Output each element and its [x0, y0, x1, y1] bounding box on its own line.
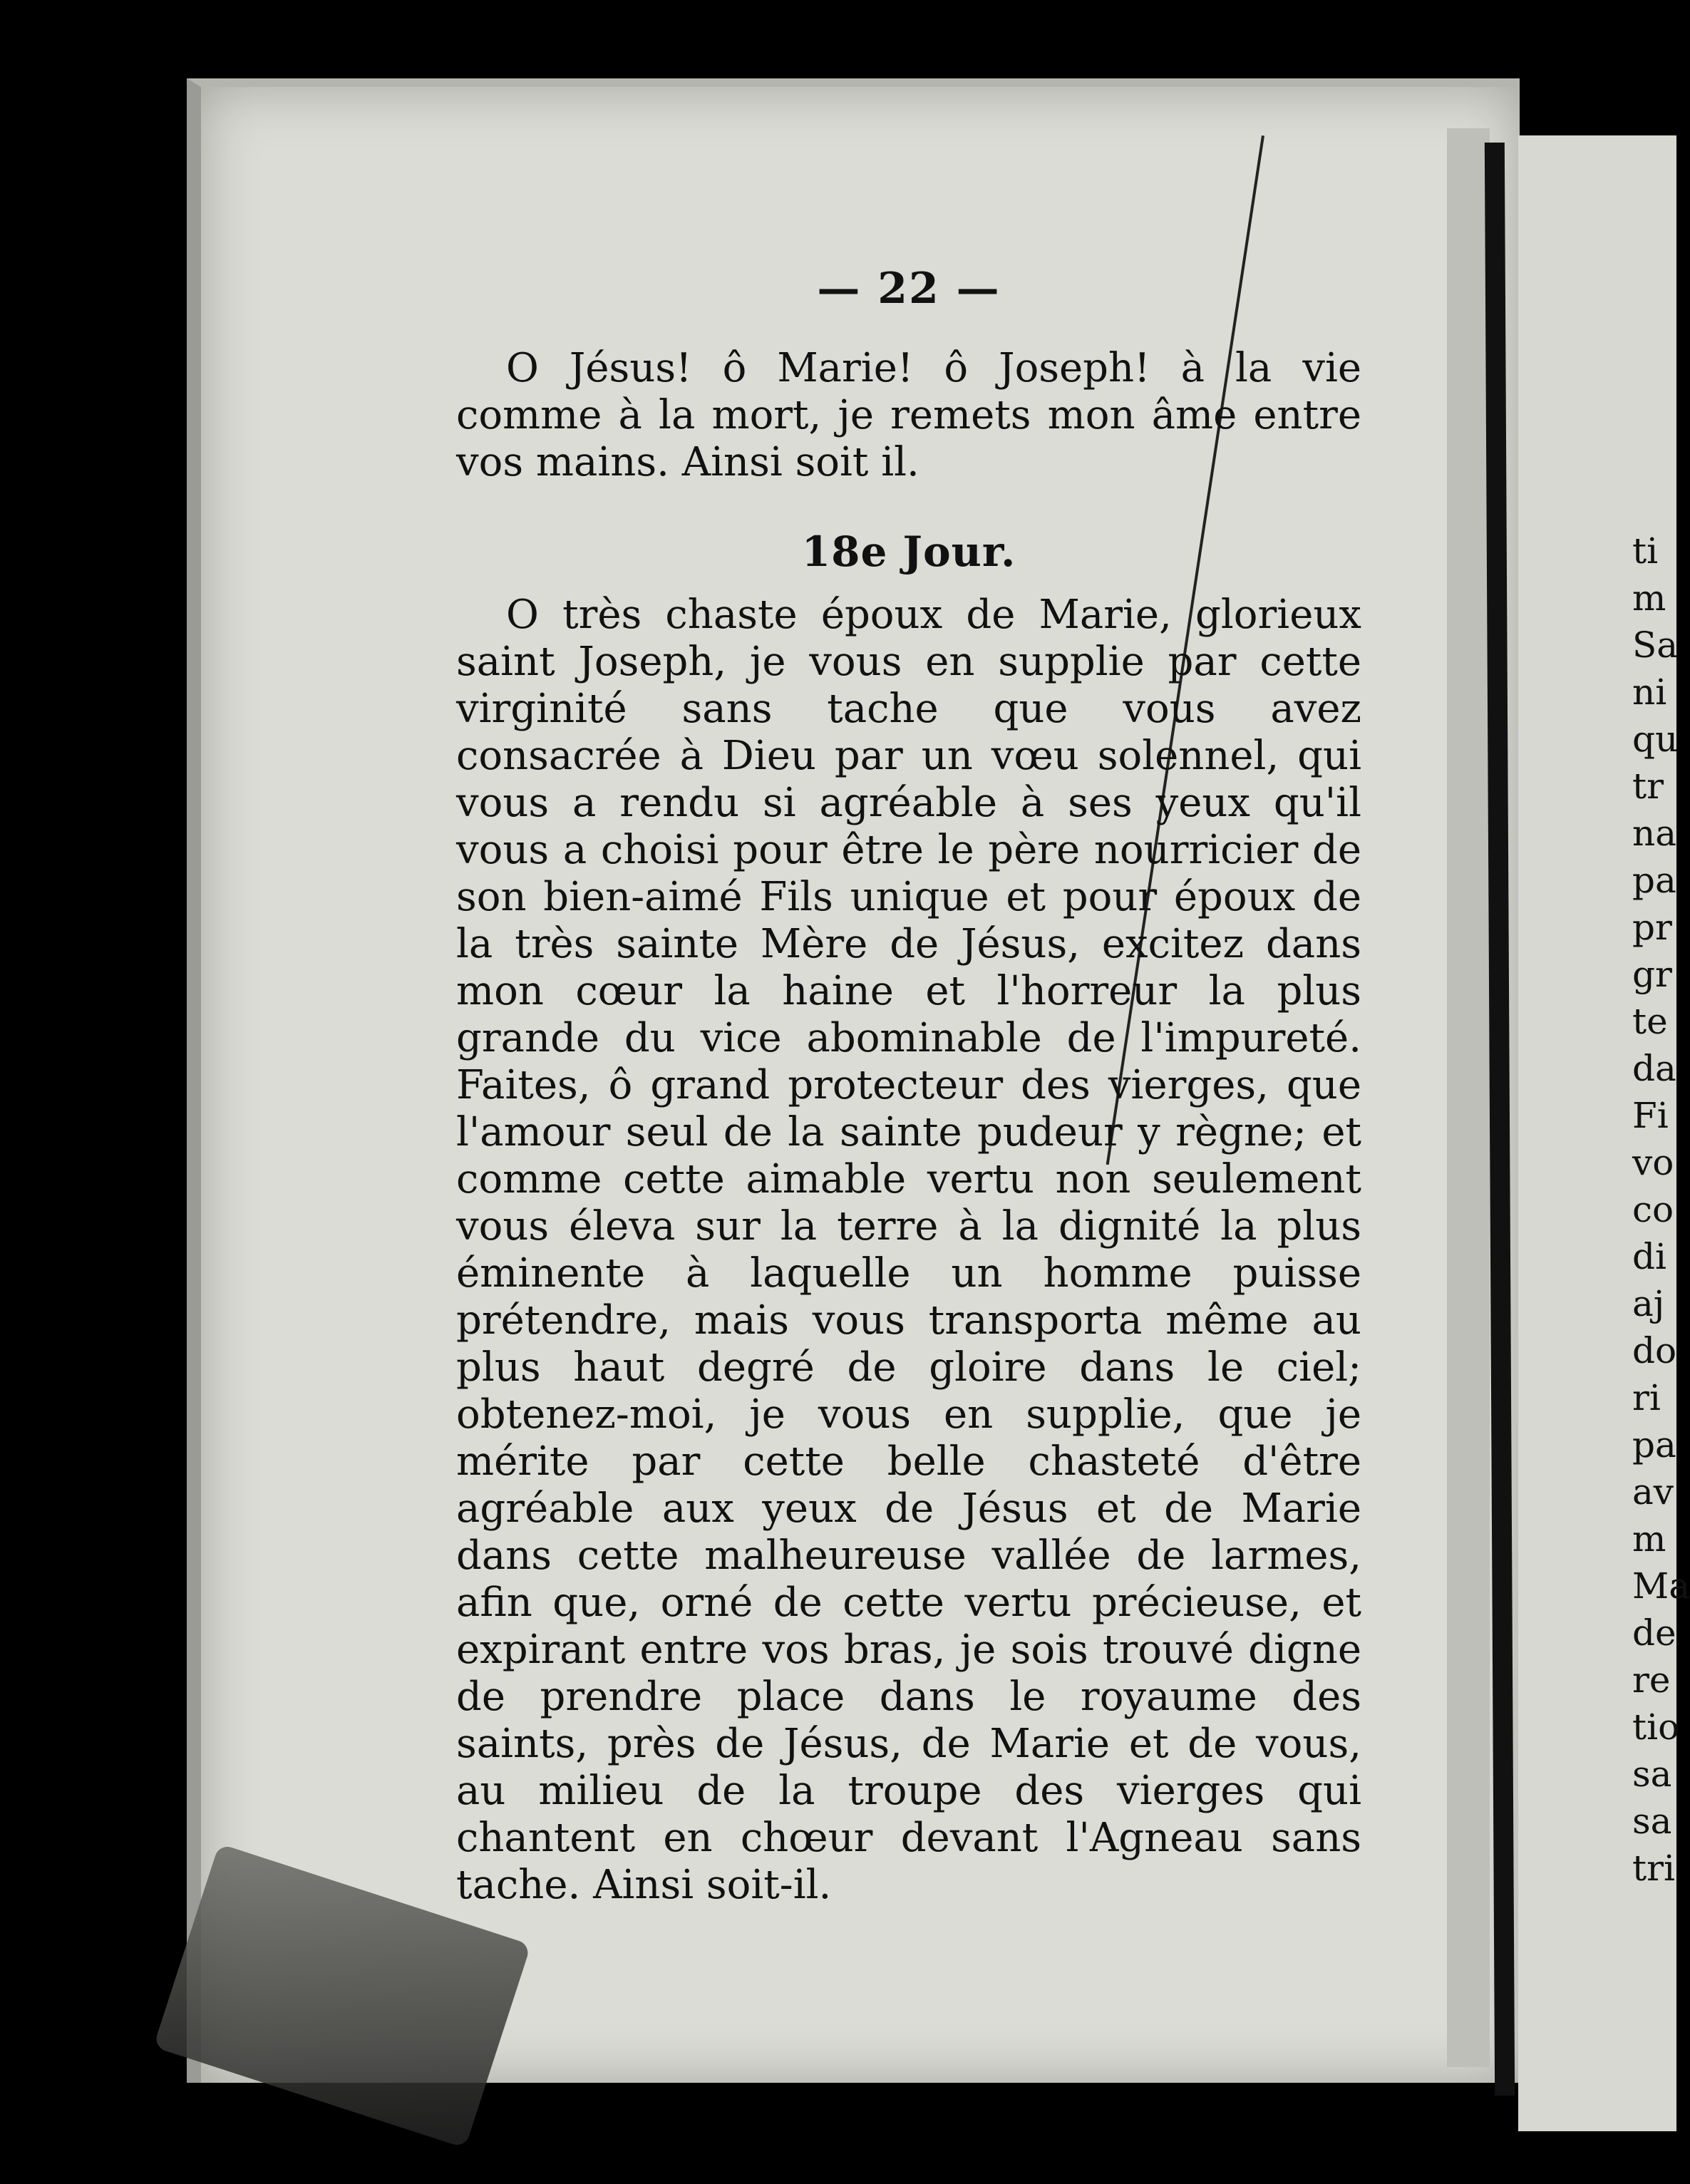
- right-page-fragment: sa: [1632, 1801, 1672, 1842]
- intro-prayer: O Jésus! ô Marie! ô Joseph! à la vie comme à la mort, je remets mon âme entre vos mains. Ainsi soit il.: [456, 345, 1361, 485]
- right-page-fragment: aj: [1632, 1283, 1665, 1324]
- right-page-fragment: do: [1632, 1330, 1677, 1371]
- right-page-fragment: tio: [1632, 1706, 1680, 1748]
- right-page-fragment: te: [1632, 1001, 1668, 1042]
- right-page-fragment: ti: [1632, 530, 1659, 572]
- right-page-text-fragments: [1632, 527, 1690, 1892]
- page-number: — 22 —: [817, 264, 1001, 314]
- right-page-fragment: Ma: [1632, 1565, 1690, 1607]
- page-gutter: [1447, 128, 1490, 2067]
- day-heading: 18e Jour.: [801, 527, 1016, 576]
- right-page-fragment: Fi: [1632, 1095, 1669, 1136]
- right-page-fragment: pa: [1632, 1424, 1676, 1466]
- right-page-fragment: pr: [1632, 907, 1672, 948]
- right-page-fragment: vo: [1632, 1142, 1674, 1183]
- right-page-fragment: gr: [1632, 954, 1672, 995]
- page-text: [456, 264, 1361, 1909]
- right-page-fragment: de: [1632, 1612, 1676, 1654]
- right-page-fragment: m: [1632, 1518, 1666, 1560]
- right-page-fragment: tr: [1632, 766, 1664, 807]
- right-page-fragment: da: [1632, 1048, 1676, 1089]
- right-page-fragment: sa: [1632, 1753, 1672, 1795]
- right-page-fragment: tri: [1632, 1848, 1675, 1889]
- right-page-fragment: re: [1632, 1659, 1671, 1701]
- right-page-fragment: ri: [1632, 1377, 1661, 1418]
- right-page-fragment: ni: [1632, 671, 1667, 713]
- right-page-fragment: co: [1632, 1189, 1674, 1230]
- main-prayer: O très chaste époux de Marie, glorieux saint Joseph, je vous en supplie par cette virginité sans tache que vous avez consacrée à Dieu par un vœu solennel, qui vous a rendu si agréable à ses yeux qu'il vous a choisi pour être le père nourricier de son bien-aimé Fils unique et pour époux de la très sainte Mère de Jésus, excitez dans mon cœur la haine et l'horreur la plus grande du vice abominable de l'impureté. Faites, ô grand protecteur des vierges, que l'amour seul de la sainte pudeur y règne; et comme cette aimable vertu non seulement vous éleva sur la terre à la dignité la plus éminente à laquelle un homme puisse prétendre, mais vous transporta même au plus haut degré de gloire dans le ciel; obtenez-moi, je vous en supplie, que je mérite par cette belle chasteté d'être agréable aux yeux de Jésus et de Marie dans cette malheureuse vallée de larmes, afin que, orné de cette vertu précieuse, et expirant entre vos bras, je sois trouvé digne de prendre place dans le royaume des saints, près de Jésus, de Marie et de vous, au milieu de la troupe des vierges qui chantent en chœur devant l'Agneau sans tache. Ainsi soit-il.: [456, 592, 1361, 1908]
- right-page-fragment: m: [1632, 577, 1666, 619]
- right-page-fragment: av: [1632, 1471, 1674, 1513]
- right-page-fragment: na: [1632, 813, 1677, 854]
- right-page-fragment: di: [1632, 1236, 1666, 1277]
- right-page-fragment: pa: [1632, 860, 1676, 901]
- right-page-fragment: Sa: [1632, 624, 1679, 666]
- right-page-fragment: qu: [1632, 718, 1679, 760]
